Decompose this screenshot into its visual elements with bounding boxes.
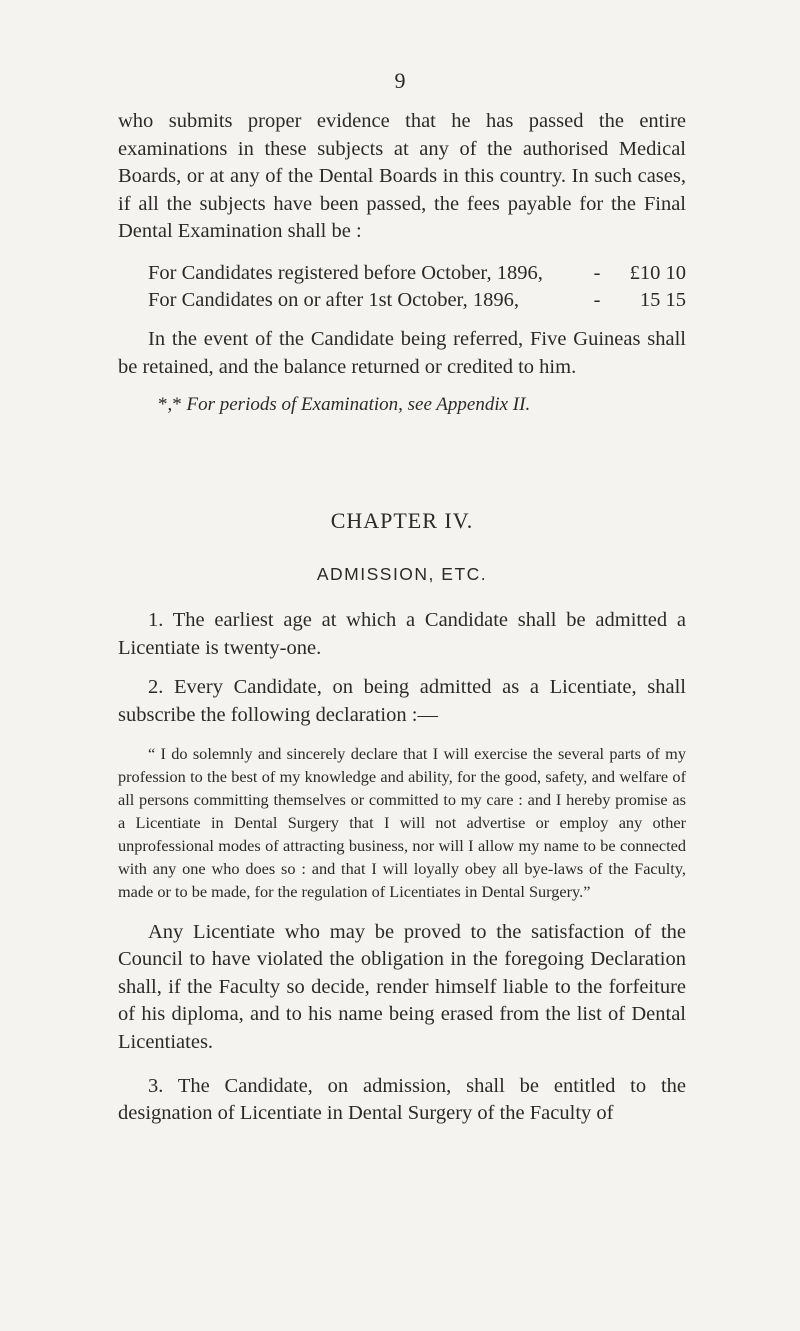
fee-amount: 15 15 xyxy=(639,288,686,311)
fee-label: For Candidates on or after 1st October, 1896, xyxy=(148,288,519,311)
guineas-paragraph: In the event of the Candidate being referred, Five Guineas shall be retained, and the balance returned or credited to him. xyxy=(118,327,686,378)
page-number: 9 xyxy=(394,68,406,93)
declaration-text: “ I do solemnly and sincerely declare that I will exercise the several parts of my profession to the best of my knowledge and ability, for the good, safety, and welfare of all persons committing themselves or committed to my care : and I hereby promise as a Licentiate in Dental Surgery that I will not advertise or employ any other unprofessional modes of attracting business, nor will I allow my name to be connected with any one who does so : and that I will loyally obey all bye-laws of the Faculty, made or to be made, for the regulation of Licentiates in Dental Surgery.” xyxy=(118,743,686,901)
fee-dash: - xyxy=(593,288,601,311)
fee-dash: - xyxy=(593,261,601,284)
fee-row xyxy=(148,287,686,314)
violation-paragraph: Any Licentiate who may be proved to the satisfaction of the Council to have violated the obligation in the foregoing Declaration shall, if the Faculty so decide, render himself liable to the forfeiture of his diploma, and to his name being erased from the list of Dental Licentiates. xyxy=(118,920,686,1053)
clause-3: 3. The Candidate, on admission, shall be entitled to the designation of Licentiate in Dental Surgery of the Faculty of xyxy=(118,1074,686,1125)
fee-amount: £10 10 xyxy=(629,261,686,284)
chapter-title: CHAPTER IV. xyxy=(330,508,474,534)
note-marker: *,* xyxy=(158,394,182,416)
note-text: For periods of Examination, see Appendix II. xyxy=(186,394,531,416)
intro-paragraph: who submits proper evidence that he has passed the entire examinations in these subjects at any of the authorised Medical Boards, or at any of the Dental Boards in this country. In such cases, if all the subjects have been passed, the fees payable for the Final Dental Examination shall be : xyxy=(118,110,686,243)
clause-2: 2. Every Candidate, on being admitted as a Licentiate, shall subscribe the following declaration :— xyxy=(118,676,686,726)
fee-label: For Candidates registered before October, 1896, xyxy=(148,261,543,284)
appendix-note xyxy=(118,391,686,418)
section-title: ADMISSION, ETC. xyxy=(316,564,488,585)
fee-table xyxy=(118,260,686,314)
page-body xyxy=(118,108,686,1128)
clause-1: 1. The earliest age at which a Candidate shall be admitted a Licentiate is twenty-one. xyxy=(118,609,686,659)
fee-row xyxy=(148,260,686,287)
